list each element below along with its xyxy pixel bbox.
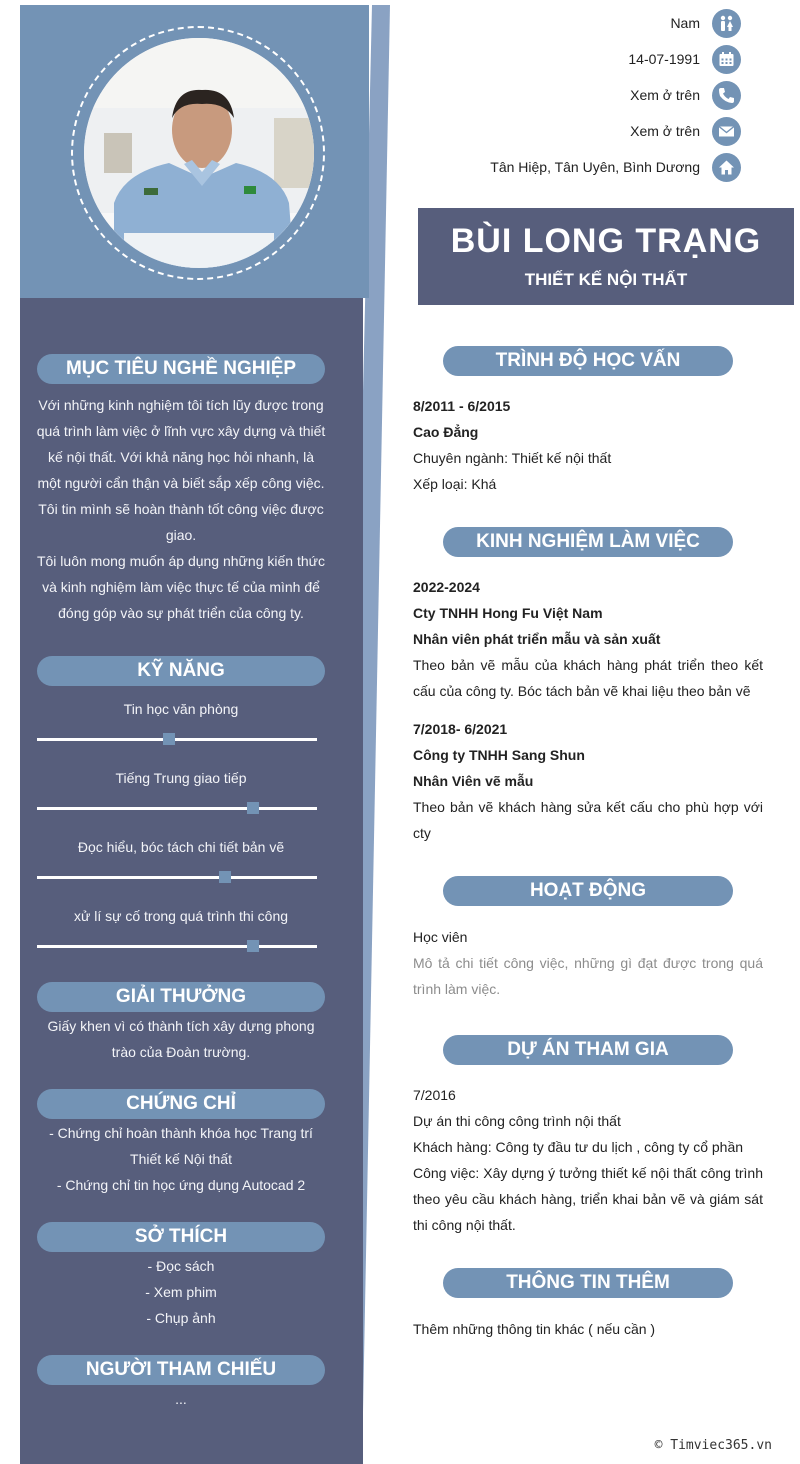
education-school: Cao Đẳng <box>413 424 479 440</box>
education-major: Chuyên ngành: Thiết kế nội thất <box>413 450 612 466</box>
job-position: Nhân viên phát triển mẫu và sản xuất <box>413 631 661 647</box>
skill-level-marker <box>163 733 175 745</box>
hobbies-heading: SỞ THÍCH <box>37 1222 325 1252</box>
objective-line: kế nội thất. Với khả năng học hỏi nhanh, là <box>47 449 315 465</box>
skill-level-marker <box>247 802 259 814</box>
projects-heading: DỰ ÁN THAM GIA <box>443 1035 733 1065</box>
objective-line: quá trình làm việc ở lĩnh vực xây dựng và thiết <box>36 423 326 439</box>
objective-line: một người cẩn thận và biết sắp xếp công việc. <box>37 475 325 491</box>
objective-line: và kinh nghiệm làm việc thực tế của mình để <box>42 579 320 595</box>
skill-bar <box>37 876 317 879</box>
experience-heading: KINH NGHIỆM LÀM VIỆC <box>443 527 733 557</box>
objective-line: Tôi luôn mong muốn áp dụng những kiến thức <box>36 553 326 569</box>
mail-icon <box>712 117 741 146</box>
job-period: 7/2018- 6/2021 <box>413 721 508 737</box>
email-text: Xem ở trên <box>630 123 700 139</box>
hobby-line: - Xem phim <box>145 1284 217 1300</box>
awards-line: Giấy khen vì có thành tích xây dựng phong <box>47 1018 315 1034</box>
address-text: Tân Hiệp, Tân Uyên, Bình Dương <box>490 159 700 175</box>
references-heading: NGƯỜI THAM CHIẾU <box>37 1355 325 1385</box>
objective-line: Tôi tin mình sẽ hoàn thành tốt công việc được <box>38 501 324 517</box>
awards-line: trào của Đoàn trường. <box>111 1044 251 1060</box>
avatar <box>84 38 314 268</box>
awards-heading: GIẢI THƯỞNG <box>37 982 325 1012</box>
certificate-line: - Chứng chỉ tin học ứng dụng Autocad 2 <box>56 1177 306 1193</box>
skill-label: Tiếng Trung giao tiếp <box>115 770 247 786</box>
extra-info-text: Thêm những thông tin khác ( nếu cần ) <box>413 1321 656 1337</box>
footer-watermark: © Timviec365.vn <box>654 1438 772 1453</box>
project-work: Công việc: Xây dựng ý tưởng thiết kế nội thất công trình theo yêu cầu khách hàng, triển khai bản vẽ và giám sát thi công nội thất. <box>413 1165 763 1233</box>
skill-label: xử lí sự cố trong quá trình thi công <box>73 908 289 924</box>
job-position: Nhân Viên vẽ mẫu <box>413 773 534 789</box>
objective-text <box>36 392 326 626</box>
project-name: Dự án thi công công trình nội thất <box>413 1113 621 1129</box>
project-date: 7/2016 <box>413 1087 456 1103</box>
activity-role: Học viên <box>413 929 468 945</box>
skill-level-marker <box>219 871 231 883</box>
education-grade: Xếp loại: Khá <box>413 476 497 492</box>
education-heading: TRÌNH ĐỘ HỌC VẤN <box>443 346 733 376</box>
phone-text: Xem ở trên <box>630 87 700 103</box>
phone-icon <box>712 81 741 110</box>
job-title: THIẾT KẾ NỘI THẤT <box>524 270 688 289</box>
certificate-line: - Chứng chỉ hoàn thành khóa học Trang trí <box>49 1125 313 1141</box>
hobby-line: - Chụp ảnh <box>146 1310 216 1326</box>
activities-section <box>413 924 763 1002</box>
certificates-text <box>36 1120 326 1198</box>
gender-text: Nam <box>670 15 700 31</box>
job-description: Theo bản vẽ khách hàng sửa kết cấu cho phù hợp với cty <box>413 799 763 841</box>
skill-label: Đọc hiểu, bóc tách chi tiết bản vẽ <box>77 839 285 855</box>
references-text: ... <box>175 1391 187 1407</box>
gender-icon <box>712 9 741 38</box>
education-period: 8/2011 - 6/2015 <box>413 398 511 414</box>
birthday-text: 14-07-1991 <box>628 51 700 67</box>
full-name: BÙI LONG TRẠNG <box>450 222 762 260</box>
skills-heading: KỸ NĂNG <box>37 656 325 686</box>
certificates-heading: CHỨNG CHỈ <box>37 1089 325 1119</box>
skill-bar <box>37 738 317 741</box>
experience-job <box>413 574 763 704</box>
home-icon <box>712 153 741 182</box>
projects-section <box>413 1082 763 1238</box>
activities-heading: HOẠT ĐỘNG <box>443 876 733 906</box>
skill-label: Tin học văn phòng <box>123 701 239 717</box>
certificate-line: Thiết kế Nội thất <box>130 1151 232 1167</box>
experience-job <box>413 716 763 846</box>
objective-heading: MỤC TIÊU NGHỀ NGHIỆP <box>37 354 325 384</box>
activity-description: Mô tả chi tiết công việc, những gì đạt được trong quá trình làm việc. <box>413 955 763 997</box>
skill-bar <box>37 945 317 948</box>
project-client: Khách hàng: Công ty đầu tư du lịch , công ty cổ phần <box>413 1139 744 1155</box>
objective-line: Với những kinh nghiệm tôi tích lũy được trong <box>38 397 324 413</box>
objective-line: đóng góp vào sự phát triển của công ty. <box>58 605 304 621</box>
skill-bar <box>37 807 317 810</box>
skill-level-marker <box>247 940 259 952</box>
education-section <box>413 393 763 497</box>
hobbies-text <box>36 1253 326 1331</box>
extra-info-heading: THÔNG TIN THÊM <box>443 1268 733 1298</box>
job-company: Công ty TNHH Sang Shun <box>413 747 585 763</box>
job-description: Theo bản vẽ mẫu của khách hàng phát triển theo kết cấu của công ty. Bóc tách bản vẽ khai liệu theo bản vẽ <box>413 657 763 699</box>
calendar-icon <box>712 45 741 74</box>
objective-line: giao. <box>165 527 197 543</box>
job-period: 2022-2024 <box>413 579 480 595</box>
awards-text <box>36 1013 326 1065</box>
job-company: Cty TNHH Hong Fu Việt Nam <box>413 605 603 621</box>
hobby-line: - Đọc sách <box>147 1258 215 1274</box>
